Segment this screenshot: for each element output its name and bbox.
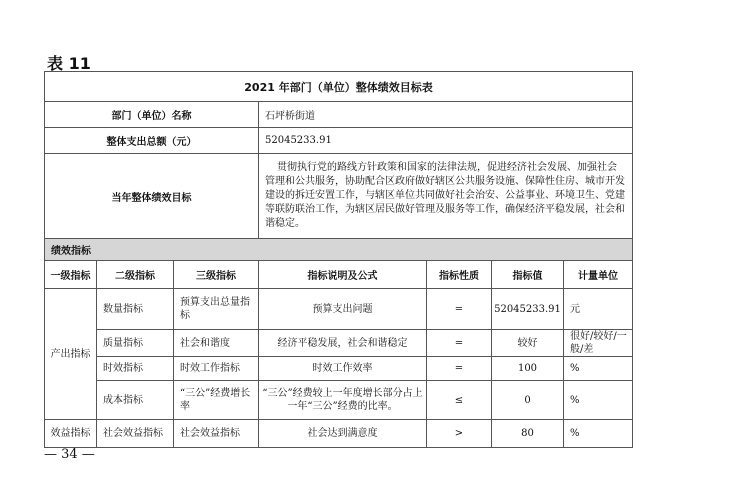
description-cell: 经济平稳发展，社会和谐稳定 [259,330,427,357]
performance-target-table [44,71,633,448]
nature-cell: = [427,289,492,330]
total-spend-value: 52045233.91 [259,128,633,154]
level2-cell: 质量指标 [97,330,174,357]
header-description: 指标说明及公式 [259,261,427,289]
total-spend-label: 整体支出总额（元） [45,128,259,154]
value-cell: 80 [492,420,564,448]
value-cell: 0 [492,381,564,420]
header-unit: 计量单位 [564,261,633,289]
header-level3: 三级指标 [174,261,259,289]
description-cell: “三公”经费较上一年度增长部分占上一年“三公”经费的比率。 [259,381,427,420]
table-row [45,289,633,330]
value-cell: 52045233.91 [492,289,564,330]
level3-cell: 时效工作指标 [174,357,259,381]
header-nature: 指标性质 [427,261,492,289]
annual-goal-value: 贯彻执行党的路线方针政策和国家的法律法规，促进经济社会发展、加强社会管理和公共服务，协助配合区政府做好辖区公共服务设施、保障性住房、城市开发建设的拆迁安置工作，与辖区单位共同做好社会治安、公益事业、环境卫生、党建等联防联治工作，为辖区居民做好管理及服务等工作，确保经济平稳发展，社会和谐稳定。 [259,154,633,239]
table-title: 2021 年部门（单位）整体绩效目标表 [45,72,633,102]
table-title-row [45,72,633,102]
description-cell: 预算支出问题 [259,289,427,330]
level2-cell: 社会效益指标 [97,420,174,448]
department-row [45,102,633,128]
level3-cell: 社会和谐度 [174,330,259,357]
level3-cell: 预算支出总量指标 [174,289,259,330]
level1-output: 产出指标 [45,289,97,420]
level2-cell: 成本指标 [97,381,174,420]
level3-cell: 社会效益指标 [174,420,259,448]
annual-goal-label: 当年整体绩效目标 [45,154,259,239]
section-row [45,239,633,261]
value-cell: 较好 [492,330,564,357]
table-row [45,381,633,420]
section-label: 绩效指标 [45,239,633,261]
nature-cell: ≤ [427,381,492,420]
header-level2: 二级指标 [97,261,174,289]
nature-cell: = [427,330,492,357]
department-value: 石坪桥街道 [259,102,633,128]
level1-benefit: 效益指标 [45,420,97,448]
annual-goal-row [45,154,633,239]
table-label: 表 11 [47,54,91,73]
unit-cell: 元 [564,289,633,330]
department-label: 部门（单位）名称 [45,102,259,128]
nature-cell: = [427,357,492,381]
total-spend-row [45,128,633,154]
unit-cell: % [564,357,633,381]
header-level1: 一级指标 [45,261,97,289]
header-value: 指标值 [492,261,564,289]
table-row [45,420,633,448]
level3-cell: “三公”经费增长率 [174,381,259,420]
level2-cell: 时效指标 [97,357,174,381]
table-row [45,330,633,357]
value-cell: 100 [492,357,564,381]
nature-cell: > [427,420,492,448]
page-number: — 34 — [44,447,95,462]
unit-cell: 很好/较好/一般/差 [564,330,633,357]
description-cell: 时效工作效率 [259,357,427,381]
unit-cell: % [564,381,633,420]
table-row [45,357,633,381]
unit-cell: % [564,420,633,448]
level2-cell: 数量指标 [97,289,174,330]
description-cell: 社会达到满意度 [259,420,427,448]
header-row [45,261,633,289]
